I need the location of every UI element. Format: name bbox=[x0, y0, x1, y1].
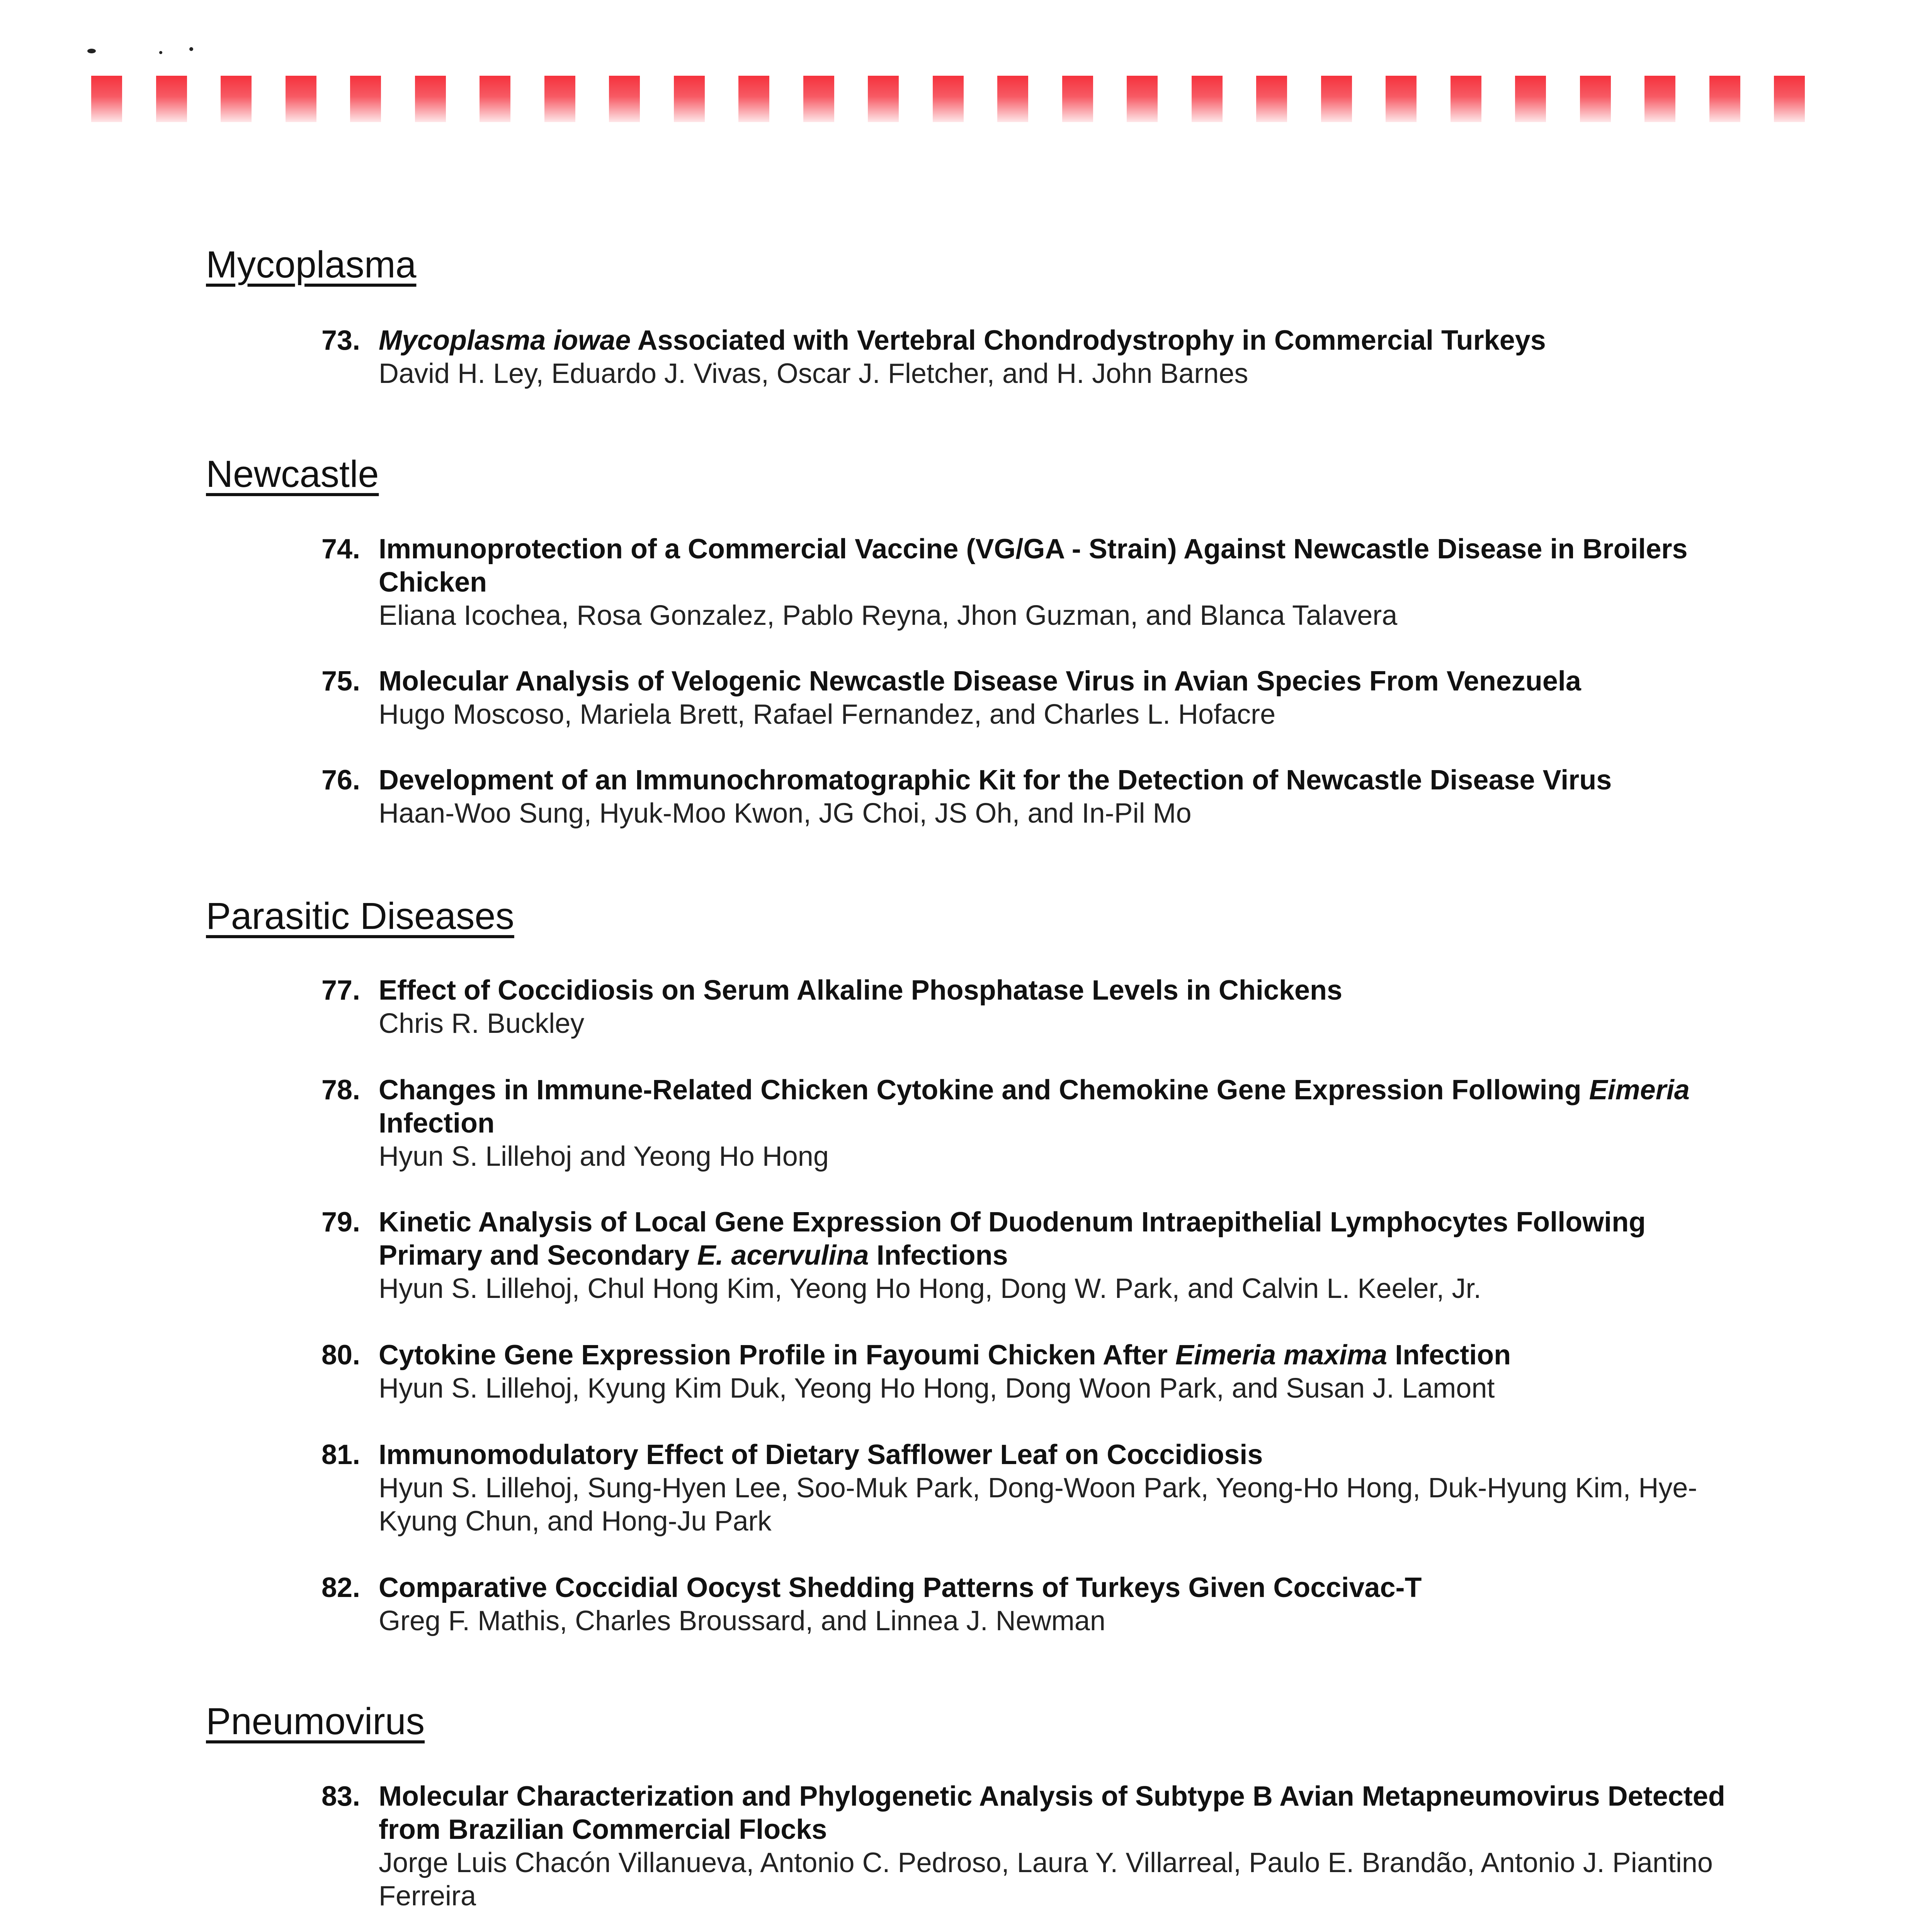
entry-number: 79. bbox=[321, 1207, 361, 1238]
entry-authors: Chris R. Buckley bbox=[379, 1008, 585, 1039]
entry-title bbox=[379, 324, 1731, 357]
entry-title-segment: Immunoprotection of a Commercial Vaccine (VG/GA - Strain) Against Newcastle Disease in Broilers Chicken bbox=[379, 534, 1688, 598]
entry-title-segment: Infection bbox=[1387, 1340, 1511, 1371]
entry-title bbox=[379, 974, 1731, 1007]
entry-title-segment: Changes in Immune-Related Chicken Cytokine and Chemokine Gene Expression Following bbox=[379, 1075, 1589, 1105]
entry-title-italic-segment: Mycoplasma iowae bbox=[379, 325, 631, 356]
entry-title-segment: Infection bbox=[379, 1108, 495, 1139]
entry-authors: Hyun S. Lillehoj, Sung-Hyen Lee, Soo-Muk Park, Dong-Woon Park, Yeong-Ho Hong, Duk-Hyung Kim, Hye-Kyung Chun, and Hong-Ju Park bbox=[379, 1473, 1697, 1537]
entry-authors: Jorge Luis Chacón Villanueva, Antonio C. Pedroso, Laura Y. Villarreal, Paulo E. Brandão, Antonio J. Piantino Ferreira bbox=[379, 1847, 1713, 1912]
entry-number: 82. bbox=[321, 1572, 361, 1603]
entry-title-segment: Infections bbox=[869, 1240, 1008, 1271]
entry-number: 74. bbox=[321, 534, 361, 565]
entry-title-italic-segment: E. acervulina bbox=[697, 1240, 869, 1271]
entry-number: 76. bbox=[321, 765, 361, 796]
section-title: Parasitic Diseases bbox=[206, 895, 514, 937]
entry-title-segment: Development of an Immunochromatographic Kit for the Detection of Newcastle Disease Virus bbox=[379, 765, 1612, 796]
entry-authors: Eliana Icochea, Rosa Gonzalez, Pablo Reyna, Jhon Guzman, and Blanca Talavera bbox=[379, 600, 1398, 631]
entry-title-segment: Effect of Coccidiosis on Serum Alkaline Phosphatase Levels in Chickens bbox=[379, 975, 1343, 1006]
entry-title-segment: Cytokine Gene Expression Profile in Fayoumi Chicken After bbox=[379, 1340, 1175, 1371]
section-title: Mycoplasma bbox=[206, 243, 417, 286]
entry-title-segment: Immunomodulatory Effect of Dietary Safflower Leaf on Coccidiosis bbox=[379, 1439, 1263, 1470]
entry-authors: Greg F. Mathis, Charles Broussard, and Linnea J. Newman bbox=[379, 1605, 1105, 1636]
entry-number: 81. bbox=[321, 1439, 361, 1470]
entry-title-segment: Comparative Coccidial Oocyst Shedding Patterns of Turkeys Given Coccivac-T bbox=[379, 1572, 1422, 1603]
section-title: Newcastle bbox=[206, 453, 379, 495]
entry-title-segment: Molecular Characterization and Phylogenetic Analysis of Subtype B Avian Metapneumovirus Detected from Brazilian Commercial Flocks bbox=[379, 1781, 1725, 1845]
entry-authors: David H. Ley, Eduardo J. Vivas, Oscar J. Fletcher, and H. John Barnes bbox=[379, 358, 1248, 389]
entry-title-segment: Molecular Analysis of Velogenic Newcastle Disease Virus in Avian Species From Venezuela bbox=[379, 666, 1581, 697]
entry-title bbox=[379, 1438, 1731, 1471]
entry-title bbox=[379, 1338, 1731, 1372]
entry-title-segment: Associated with Vertebral Chondrodystrophy in Commercial Turkeys bbox=[631, 325, 1546, 356]
entry-title bbox=[379, 764, 1731, 797]
entry-authors: Hyun S. Lillehoj and Yeong Ho Hong bbox=[379, 1141, 829, 1172]
entry-title bbox=[379, 532, 1731, 599]
entry-title bbox=[379, 665, 1731, 698]
entry-number: 78. bbox=[321, 1075, 361, 1105]
entry-authors: Hugo Moscoso, Mariela Brett, Rafael Fernandez, and Charles L. Hofacre bbox=[379, 699, 1276, 730]
entry-number: 77. bbox=[321, 975, 361, 1006]
entry-number: 83. bbox=[321, 1781, 361, 1812]
entry-title bbox=[379, 1073, 1731, 1140]
entry-number: 73. bbox=[321, 325, 361, 356]
entry-authors: Haan-Woo Sung, Hyuk-Moo Kwon, JG Choi, JS Oh, and In-Pil Mo bbox=[379, 798, 1192, 829]
entry-authors: Hyun S. Lillehoj, Chul Hong Kim, Yeong Ho Hong, Dong W. Park, and Calvin L. Keeler, Jr. bbox=[379, 1273, 1481, 1304]
entry-title bbox=[379, 1780, 1731, 1846]
entry-title bbox=[379, 1206, 1731, 1272]
entry-number: 80. bbox=[321, 1340, 361, 1371]
entry-title-italic-segment: Eimeria bbox=[1589, 1075, 1690, 1105]
entry-title-segment: Kinetic Analysis of Local Gene Expression Of Duodenum Intraepithelial Lymphocytes Following Primary and Secondary bbox=[379, 1207, 1646, 1271]
section-title: Pneumovirus bbox=[206, 1700, 425, 1742]
entry-title bbox=[379, 1571, 1731, 1604]
entry-authors: Hyun S. Lillehoj, Kyung Kim Duk, Yeong Ho Hong, Dong Woon Park, and Susan J. Lamont bbox=[379, 1373, 1495, 1404]
entry-number: 75. bbox=[321, 666, 361, 697]
entry-title-italic-segment: Eimeria maxima bbox=[1175, 1340, 1388, 1371]
